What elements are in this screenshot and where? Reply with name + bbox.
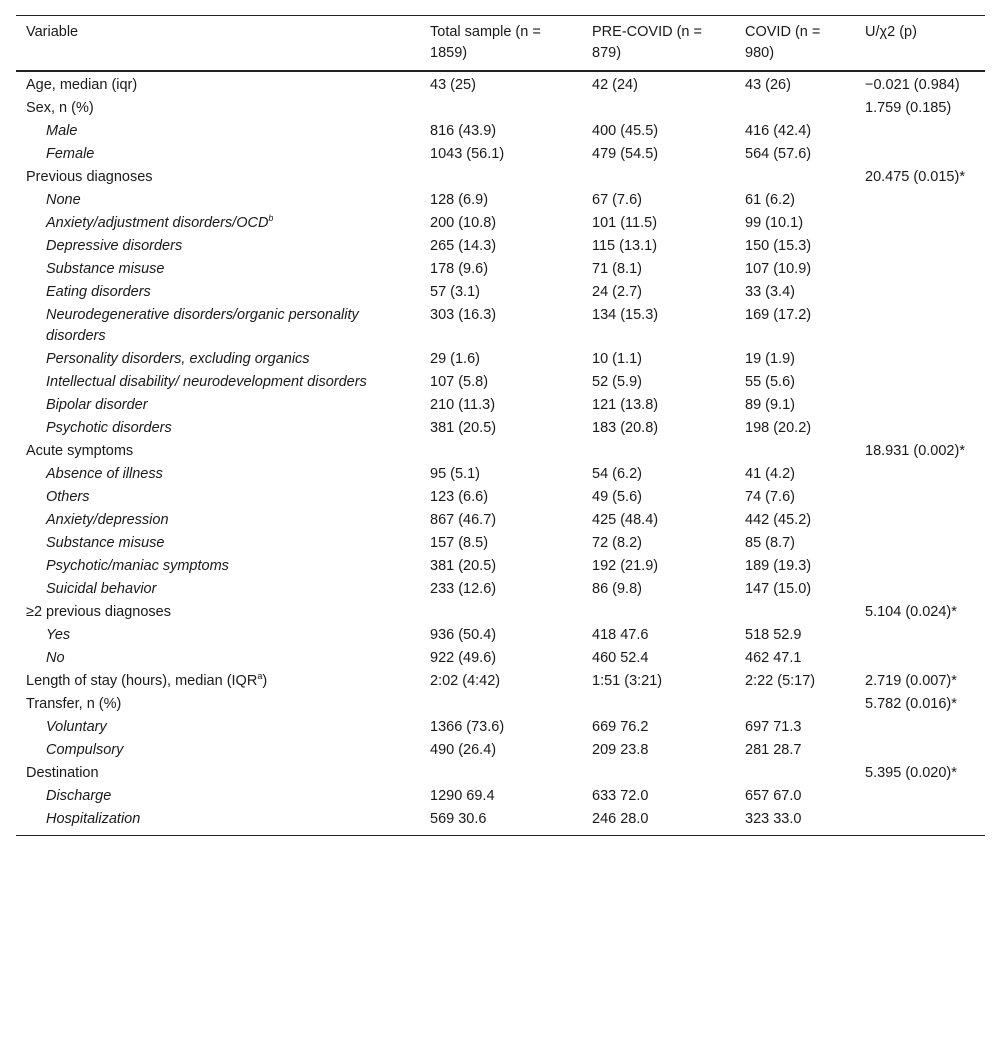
total-cell: 381 (20.5) bbox=[430, 420, 497, 436]
statistic-cell: 20.475 (0.015)* bbox=[865, 169, 965, 185]
table-row bbox=[16, 212, 985, 235]
statistic-cell bbox=[855, 739, 985, 762]
table-row bbox=[16, 97, 985, 120]
label-text: Acute symptoms bbox=[26, 443, 134, 459]
subcategory-label bbox=[16, 808, 420, 836]
statistic-cell bbox=[855, 304, 985, 348]
statistic-cell: 5.782 (0.016)* bbox=[865, 696, 957, 712]
covid-cell: 323 33.0 bbox=[735, 808, 855, 836]
pre-covid-cell bbox=[582, 440, 735, 463]
covid-cell: 74 (7.6) bbox=[745, 489, 795, 505]
statistic-cell: 5.104 (0.024)* bbox=[865, 604, 957, 620]
statistic-cell: −0.021 (0.984) bbox=[865, 77, 960, 93]
subcategory-label bbox=[16, 463, 420, 486]
pre-covid-cell: 10 (1.1) bbox=[592, 351, 642, 367]
variable-label bbox=[16, 762, 420, 785]
table-row bbox=[16, 258, 985, 281]
table-row bbox=[16, 348, 985, 371]
subcategory-label bbox=[16, 304, 420, 348]
total-cell bbox=[420, 762, 582, 785]
label-text: Anxiety/depression bbox=[46, 512, 169, 528]
pre-covid-cell: 67 (7.6) bbox=[592, 192, 642, 208]
label-suffix: ) bbox=[262, 673, 268, 689]
subcategory-label bbox=[16, 189, 420, 212]
label-text: Length of stay (hours), median (IQR bbox=[26, 673, 258, 689]
covid-cell: 33 (3.4) bbox=[745, 284, 795, 300]
subcategory-label bbox=[16, 348, 420, 371]
header-pre-covid: PRE-COVID (n = 879) bbox=[582, 16, 735, 72]
pre-covid-cell: 425 (48.4) bbox=[592, 512, 659, 528]
table-row bbox=[16, 304, 985, 348]
table-row bbox=[16, 716, 985, 739]
footnote-marker: a bbox=[257, 671, 263, 681]
label-text: Previous diagnoses bbox=[26, 169, 153, 185]
statistic-cell: 18.931 (0.002)* bbox=[865, 443, 965, 459]
covid-cell: 107 (10.9) bbox=[745, 261, 812, 277]
statistic-cell bbox=[855, 417, 985, 440]
total-cell: 233 (12.6) bbox=[430, 581, 497, 597]
pre-covid-cell: 24 (2.7) bbox=[592, 284, 642, 300]
total-cell: 123 (6.6) bbox=[430, 489, 489, 505]
covid-cell: 41 (4.2) bbox=[745, 466, 795, 482]
table-row bbox=[16, 371, 985, 394]
label-text: Destination bbox=[26, 765, 99, 781]
table-row bbox=[16, 143, 985, 166]
subcategory-label bbox=[16, 371, 420, 394]
variable-label bbox=[16, 97, 420, 120]
subcategory-label bbox=[16, 578, 420, 601]
total-cell: 816 (43.9) bbox=[430, 123, 497, 139]
subcategory-label bbox=[16, 785, 420, 808]
label-text: Depressive disorders bbox=[46, 238, 183, 254]
pre-covid-cell: 42 (24) bbox=[592, 77, 638, 93]
statistic-cell: 1.759 (0.185) bbox=[865, 100, 952, 116]
subcategory-label bbox=[16, 486, 420, 509]
variable-label bbox=[16, 71, 420, 97]
statistic-cell bbox=[855, 716, 985, 739]
covid-cell: 2:22 (5:17) bbox=[745, 673, 816, 689]
subcategory-label bbox=[16, 281, 420, 304]
subcategory-label bbox=[16, 394, 420, 417]
total-cell: 1366 (73.6) bbox=[430, 719, 505, 735]
total-cell: 922 (49.6) bbox=[430, 650, 497, 666]
label-text: Hospitalization bbox=[46, 811, 141, 827]
pre-covid-cell bbox=[582, 166, 735, 189]
total-cell: 57 (3.1) bbox=[430, 284, 480, 300]
pre-covid-cell: 101 (11.5) bbox=[592, 215, 658, 231]
statistic-cell bbox=[855, 463, 985, 486]
label-text: Others bbox=[46, 489, 90, 505]
table-row bbox=[16, 578, 985, 601]
pre-covid-cell: 209 23.8 bbox=[592, 742, 649, 758]
variable-label bbox=[16, 440, 420, 463]
footnote-marker: b bbox=[268, 213, 274, 223]
covid-cell bbox=[735, 440, 855, 463]
total-cell bbox=[420, 440, 582, 463]
statistic-cell bbox=[855, 624, 985, 647]
label-text: Absence of illness bbox=[46, 466, 163, 482]
subcategory-label bbox=[16, 647, 420, 670]
pre-covid-cell: 86 (9.8) bbox=[592, 581, 642, 597]
table-row bbox=[16, 762, 985, 785]
covid-cell: 150 (15.3) bbox=[745, 238, 812, 254]
label-text: Voluntary bbox=[46, 719, 107, 735]
label-text: Bipolar disorder bbox=[46, 397, 148, 413]
statistic-cell bbox=[855, 532, 985, 555]
table-row bbox=[16, 509, 985, 532]
label-text: Neurodegenerative disorders/organic personality disorders bbox=[46, 307, 359, 344]
label-text: Personality disorders, excluding organics bbox=[46, 351, 310, 367]
statistic-cell bbox=[855, 509, 985, 532]
pre-covid-cell: 400 (45.5) bbox=[592, 123, 659, 139]
label-text: No bbox=[46, 650, 65, 666]
total-cell: 2:02 (4:42) bbox=[430, 673, 501, 689]
pre-covid-cell: 52 (5.9) bbox=[592, 374, 642, 390]
covid-cell: 85 (8.7) bbox=[745, 535, 795, 551]
table-row bbox=[16, 647, 985, 670]
statistic-cell bbox=[855, 371, 985, 394]
table-row bbox=[16, 670, 985, 693]
total-cell: 107 (5.8) bbox=[430, 374, 489, 390]
covid-cell: 189 (19.3) bbox=[745, 558, 812, 574]
total-cell: 1043 (56.1) bbox=[430, 146, 505, 162]
total-cell bbox=[420, 693, 582, 716]
label-text: Compulsory bbox=[46, 742, 124, 758]
pre-covid-cell: 418 47.6 bbox=[592, 627, 649, 643]
covid-cell: 55 (5.6) bbox=[745, 374, 795, 390]
subcategory-label bbox=[16, 509, 420, 532]
total-cell: 200 (10.8) bbox=[430, 215, 497, 231]
pre-covid-cell: 669 76.2 bbox=[592, 719, 649, 735]
statistic-cell: 5.395 (0.020)* bbox=[865, 765, 957, 781]
total-cell: 265 (14.3) bbox=[430, 238, 497, 254]
table-row bbox=[16, 555, 985, 578]
label-text: Transfer, n (%) bbox=[26, 696, 122, 712]
variable-label bbox=[16, 601, 420, 624]
pre-covid-cell: 183 (20.8) bbox=[592, 420, 659, 436]
subcategory-label bbox=[16, 532, 420, 555]
label-text: Female bbox=[46, 146, 95, 162]
subcategory-label bbox=[16, 235, 420, 258]
statistic-cell bbox=[855, 348, 985, 371]
label-text: Substance misuse bbox=[46, 535, 165, 551]
label-text: Intellectual disability/ neurodevelopment disorders bbox=[46, 374, 367, 390]
pre-covid-cell: 1:51 (3:21) bbox=[592, 673, 663, 689]
total-cell: 128 (6.9) bbox=[430, 192, 489, 208]
header-total: Total sample (n = 1859) bbox=[420, 16, 582, 72]
subcategory-label bbox=[16, 120, 420, 143]
variable-label bbox=[16, 670, 420, 693]
covid-cell bbox=[735, 601, 855, 624]
label-text: Eating disorders bbox=[46, 284, 151, 300]
statistic-cell bbox=[855, 212, 985, 235]
table-row bbox=[16, 785, 985, 808]
statistic-cell bbox=[855, 235, 985, 258]
table-row bbox=[16, 440, 985, 463]
pre-covid-cell: 192 (21.9) bbox=[592, 558, 659, 574]
statistic-cell bbox=[855, 486, 985, 509]
pre-covid-cell bbox=[582, 601, 735, 624]
pre-covid-cell: 49 (5.6) bbox=[592, 489, 642, 505]
covid-cell: 147 (15.0) bbox=[745, 581, 812, 597]
table-row bbox=[16, 417, 985, 440]
table-row bbox=[16, 624, 985, 647]
covid-cell: 89 (9.1) bbox=[745, 397, 795, 413]
covid-cell: 657 67.0 bbox=[745, 788, 802, 804]
subcategory-label bbox=[16, 417, 420, 440]
covid-cell: 697 71.3 bbox=[745, 719, 802, 735]
statistic-cell bbox=[855, 281, 985, 304]
subcategory-label bbox=[16, 212, 420, 235]
subcategory-label bbox=[16, 624, 420, 647]
total-cell: 210 (11.3) bbox=[430, 397, 496, 413]
total-cell: 157 (8.5) bbox=[430, 535, 489, 551]
total-cell: 95 (5.1) bbox=[430, 466, 480, 482]
header-row bbox=[16, 16, 985, 72]
statistic-cell bbox=[855, 120, 985, 143]
pre-covid-cell: 115 (13.1) bbox=[592, 238, 658, 254]
covid-cell: 442 (45.2) bbox=[745, 512, 812, 528]
statistic-cell bbox=[855, 189, 985, 212]
pre-covid-cell bbox=[582, 693, 735, 716]
pre-covid-cell: 479 (54.5) bbox=[592, 146, 659, 162]
pre-covid-cell: 460 52.4 bbox=[592, 650, 649, 666]
label-text: Anxiety/adjustment disorders/OCD bbox=[46, 215, 269, 231]
table-row bbox=[16, 394, 985, 417]
covid-cell: 61 (6.2) bbox=[745, 192, 795, 208]
covid-cell bbox=[735, 166, 855, 189]
table-row bbox=[16, 808, 985, 836]
pre-covid-cell bbox=[582, 97, 735, 120]
label-text: Sex, n (%) bbox=[26, 100, 94, 116]
pre-covid-cell: 72 (8.2) bbox=[592, 535, 642, 551]
total-cell bbox=[420, 97, 582, 120]
covid-cell: 518 52.9 bbox=[745, 627, 802, 643]
table-row bbox=[16, 235, 985, 258]
total-cell: 43 (25) bbox=[430, 77, 476, 93]
pre-covid-cell: 71 (8.1) bbox=[592, 261, 642, 277]
variable-label bbox=[16, 166, 420, 189]
statistic-cell bbox=[855, 785, 985, 808]
table-row bbox=[16, 532, 985, 555]
label-text: ≥2 previous diagnoses bbox=[26, 604, 171, 620]
pre-covid-cell bbox=[582, 762, 735, 785]
total-cell bbox=[420, 166, 582, 189]
pre-covid-cell: 246 28.0 bbox=[582, 808, 735, 836]
table-row bbox=[16, 601, 985, 624]
table-row bbox=[16, 189, 985, 212]
data-table bbox=[16, 15, 985, 836]
subcategory-label bbox=[16, 739, 420, 762]
statistic-cell bbox=[855, 808, 985, 836]
label-text: Psychotic/maniac symptoms bbox=[46, 558, 229, 574]
table-row bbox=[16, 120, 985, 143]
pre-covid-cell: 54 (6.2) bbox=[592, 466, 642, 482]
total-cell: 29 (1.6) bbox=[430, 351, 480, 367]
total-cell: 178 (9.6) bbox=[430, 261, 489, 277]
header-statistic: U/χ2 (p) bbox=[855, 16, 985, 72]
subcategory-label bbox=[16, 258, 420, 281]
table-row bbox=[16, 166, 985, 189]
covid-cell: 43 (26) bbox=[745, 77, 791, 93]
total-cell: 381 (20.5) bbox=[430, 558, 497, 574]
total-cell bbox=[420, 601, 582, 624]
statistic-cell bbox=[855, 647, 985, 670]
covid-cell bbox=[735, 762, 855, 785]
statistic-cell bbox=[855, 578, 985, 601]
table-body bbox=[16, 71, 985, 836]
label-text: None bbox=[46, 192, 81, 208]
covid-cell bbox=[735, 693, 855, 716]
pre-covid-cell: 633 72.0 bbox=[592, 788, 649, 804]
subcategory-label bbox=[16, 555, 420, 578]
statistic-cell: 2.719 (0.007)* bbox=[865, 673, 957, 689]
statistic-cell bbox=[855, 258, 985, 281]
total-cell: 936 (50.4) bbox=[430, 627, 497, 643]
label-text: Male bbox=[46, 123, 78, 139]
label-text: Psychotic disorders bbox=[46, 420, 172, 436]
total-cell: 303 (16.3) bbox=[430, 307, 497, 323]
subcategory-label bbox=[16, 716, 420, 739]
table-row bbox=[16, 71, 985, 97]
covid-cell: 281 28.7 bbox=[745, 742, 802, 758]
covid-cell: 564 (57.6) bbox=[745, 146, 812, 162]
pre-covid-cell: 134 (15.3) bbox=[592, 307, 659, 323]
statistic-cell bbox=[855, 143, 985, 166]
variable-label bbox=[16, 693, 420, 716]
covid-cell: 462 47.1 bbox=[745, 650, 802, 666]
total-cell: 867 (46.7) bbox=[430, 512, 497, 528]
table-row bbox=[16, 739, 985, 762]
statistic-cell bbox=[855, 555, 985, 578]
statistic-cell bbox=[855, 394, 985, 417]
covid-cell: 99 (10.1) bbox=[745, 215, 804, 231]
label-text: Suicidal behavior bbox=[46, 581, 157, 597]
label-text: Substance misuse bbox=[46, 261, 165, 277]
table-row bbox=[16, 486, 985, 509]
subcategory-label bbox=[16, 143, 420, 166]
covid-cell: 169 (17.2) bbox=[745, 307, 812, 323]
covid-cell: 19 (1.9) bbox=[745, 351, 795, 367]
table-row bbox=[16, 693, 985, 716]
total-cell: 1290 69.4 bbox=[430, 788, 495, 804]
table-row bbox=[16, 281, 985, 304]
table-row bbox=[16, 463, 985, 486]
label-text: Yes bbox=[46, 627, 71, 643]
label-text: Discharge bbox=[46, 788, 112, 804]
pre-covid-cell: 121 (13.8) bbox=[592, 397, 659, 413]
label-text: Age, median (iqr) bbox=[26, 77, 138, 93]
total-cell: 569 30.6 bbox=[420, 808, 582, 836]
header-covid: COVID (n = 980) bbox=[735, 16, 855, 72]
covid-cell: 198 (20.2) bbox=[745, 420, 812, 436]
covid-cell bbox=[735, 97, 855, 120]
total-cell: 490 (26.4) bbox=[430, 742, 497, 758]
header-variable: Variable bbox=[16, 16, 420, 72]
covid-cell: 416 (42.4) bbox=[745, 123, 812, 139]
